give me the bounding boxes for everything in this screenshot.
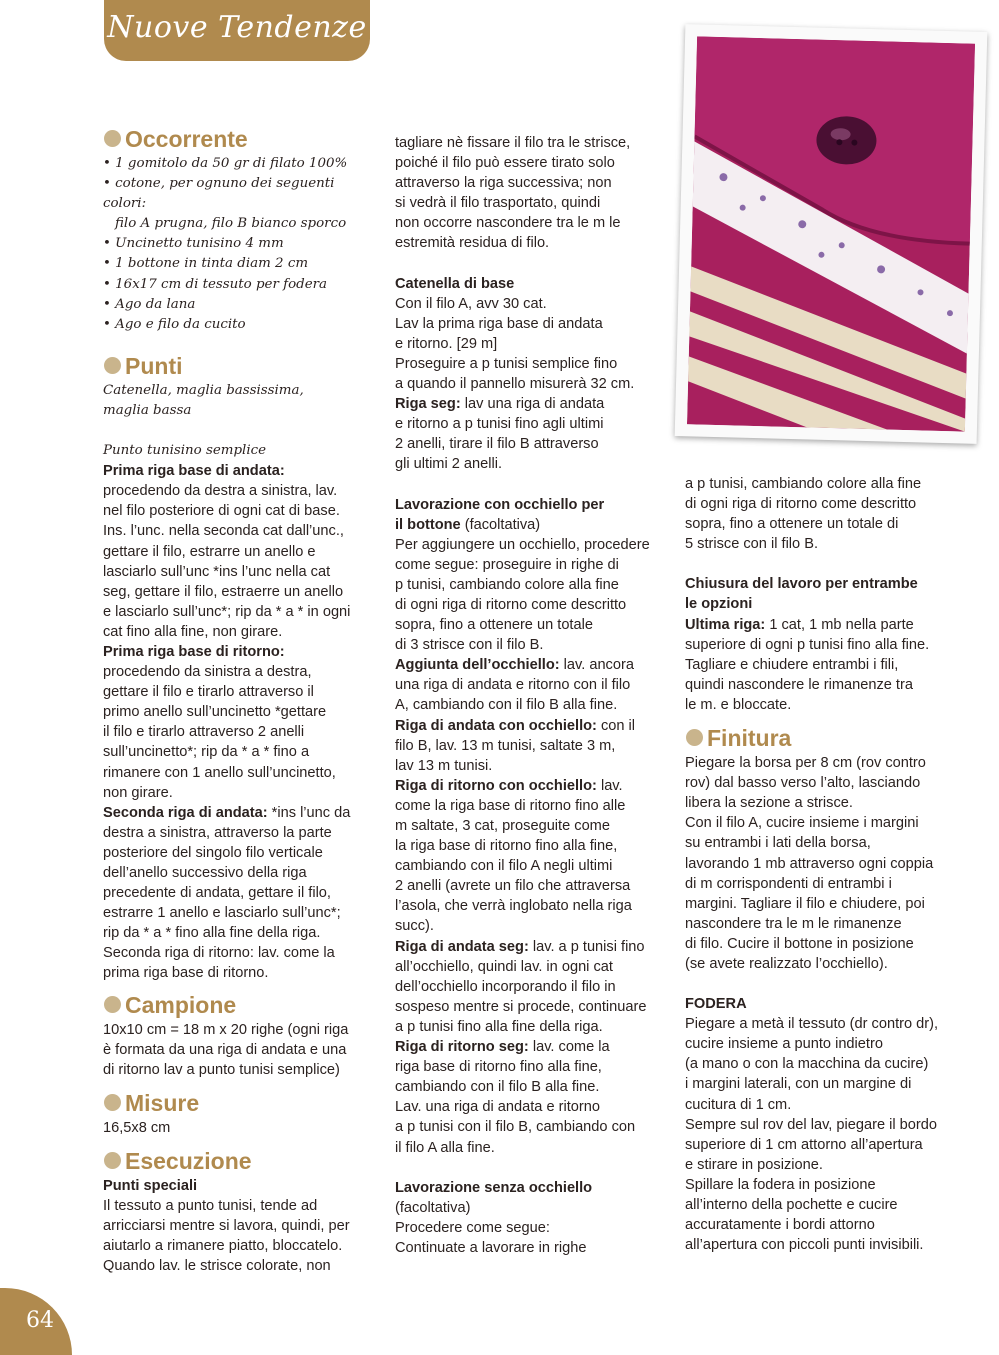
text-line: aiutarlo a rimanere piatto, bloccatelo.	[103, 1238, 343, 1255]
list-item: • cotone, per ognuno dei seguenti colori:	[103, 176, 335, 212]
text-line: cat fino alla fine, non girare.	[103, 623, 283, 640]
text-line: rimanere con 1 anello sull’uncinetto,	[103, 764, 336, 781]
heading-punti: Punti	[103, 351, 378, 381]
label-aggiunta: Aggiunta dell’occhiello:	[395, 657, 560, 674]
text-line: i margini laterali, con un margine di	[685, 1076, 912, 1093]
text-line: estremità residua di filo.	[395, 235, 550, 252]
text-line: succ).	[395, 918, 434, 935]
list-item: • Ago e filo da cucito	[103, 316, 246, 332]
text-line: Spillare la fodera in posizione	[685, 1176, 876, 1193]
heading-campione: Campione	[103, 990, 378, 1020]
text-line: m saltate, 3 cat, proseguite come	[395, 818, 610, 834]
text-line: sull’uncinetto*; rip da * a * fino a	[103, 744, 310, 761]
text-line: a p tunisi, cambiando colore alla fine	[685, 476, 922, 492]
text-span: (facoltativa)	[460, 516, 541, 533]
text-line: Seconda riga di ritorno: lav. come la	[103, 945, 335, 962]
text-line: margini. Tagliare il filo e chiudere, poi	[685, 895, 925, 912]
text-line: Catenella, maglia bassissima,	[103, 382, 304, 398]
subheading-occhiello: Lavorazione con occhiello per	[395, 496, 605, 513]
column-left	[103, 124, 378, 1276]
text-line: cambiando con il filo A negli ultimi	[395, 858, 613, 875]
text-line: il filo A alla fine.	[395, 1139, 495, 1156]
subheading-occhiello-2: il bottone	[395, 516, 461, 533]
text-line: si vedrà il filo trasportato, quindi	[395, 195, 601, 212]
text-line: 2 anelli (avrete un filo che attraversa	[395, 878, 631, 895]
text-line: Quando lav. le strisce colorate, non	[103, 1258, 331, 1275]
label-riga-seg: Riga seg:	[395, 396, 461, 413]
text-line: Per aggiungere un occhiello, procedere	[395, 536, 650, 553]
text-line: maglia bassa	[103, 402, 192, 418]
page-number: 64	[26, 1308, 54, 1333]
text-line: e stirare in posizione.	[685, 1156, 823, 1173]
text-line: di ogni riga di ritorno come descritto	[685, 496, 917, 513]
text-line: su entrambi i lati della borsa,	[685, 835, 871, 852]
text-line: 2 anelli, tirare il filo B attraverso	[395, 436, 599, 453]
text-line: procedendo da destra a sinistra, lav.	[103, 483, 338, 500]
text-line: di ogni riga di ritorno come descritto	[395, 596, 627, 613]
text-line: a p tunisi fino alla fine della riga.	[395, 1018, 603, 1035]
text-line: seg, gettare il filo, estraerre un anello	[103, 583, 344, 600]
heading-misure: Misure	[103, 1088, 378, 1118]
section-tab	[104, 0, 370, 61]
text-line: l’asola, che verrà inglobato nella riga	[395, 898, 632, 915]
text-span: *ins l’unc da	[267, 804, 351, 821]
text-line: Tagliare e chiudere entrambi i fili,	[685, 656, 899, 673]
list-item: • 16x17 cm di tessuto per fodera	[103, 276, 328, 292]
materials-list	[103, 154, 378, 335]
column-right	[685, 474, 965, 1255]
text-line: rov) dal basso verso l’alto, lasciando	[685, 775, 921, 792]
text-span: lav una riga di andata	[460, 396, 605, 413]
heading-esecuzione: Esecuzione	[103, 1146, 378, 1176]
list-item: • 1 bottone in tinta diam 2 cm	[103, 256, 309, 272]
text-line: lav 13 m tunisi.	[395, 757, 493, 774]
text-line: posteriore del singolo filo verticale	[103, 844, 323, 861]
subheading-senza-occhiello: Lavorazione senza occhiello	[395, 1179, 593, 1196]
label-ultima-riga: Ultima riga:	[685, 616, 766, 633]
text-line: attraverso la riga successiva; non	[395, 175, 612, 192]
text-line: destra a sinistra, attraverso la parte	[103, 824, 332, 841]
text-line: Ins. l’unc. nella seconda cat dall’unc.,	[103, 523, 344, 540]
subheading-punti-speciali: Punti speciali	[103, 1177, 198, 1194]
heading-occorrente: Occorrente	[103, 124, 378, 154]
text-line: (a mano o con la macchina da cucire)	[685, 1056, 929, 1073]
text-span: 1 cat, 1 mb nella parte	[765, 616, 914, 633]
text-line: come la riga base di ritorno fino alle	[395, 797, 626, 814]
text-line: dell’anello successivo della riga	[103, 865, 307, 881]
text-line: Sempre sul rov del lav, piegare il bordo	[685, 1116, 938, 1133]
text-line: all’interno della pochette e cucire	[685, 1197, 898, 1213]
text-line: superiore di ogni p tunisi fino alla fine.	[685, 636, 930, 653]
text-line: all’occhiello, quindi lav. in ogni cat	[395, 958, 613, 975]
text-line: e ritorno a p tunisi fino agli ultimi	[395, 416, 604, 433]
heading-finitura: Finitura	[685, 723, 965, 753]
text-line: 10x10 cm = 18 m x 20 righe (ogni riga	[103, 1021, 349, 1038]
text-line: Lav la prima riga base di andata	[395, 315, 603, 332]
text-span: lav. ancora	[559, 657, 634, 674]
text-line: Il tessuto a punto tunisi, tende ad	[103, 1198, 318, 1215]
text-line: procedendo da sinistra a destra,	[103, 664, 312, 681]
text-line: cucitura di 1 cm.	[685, 1096, 792, 1113]
subheading-tunisino: Punto tunisino semplice	[103, 443, 267, 459]
text-line: Continuate a lavorare in righe	[395, 1239, 587, 1256]
label-r3: Seconda riga di andata:	[103, 804, 268, 821]
text-line: quindi nascondere le rimanenze tra	[685, 676, 913, 693]
label-andata-seg: Riga di andata seg:	[395, 938, 529, 955]
text-line: (se avete realizzato l’occhiello).	[685, 955, 888, 972]
text-line: a p tunisi con il filo B, cambiando con	[395, 1119, 636, 1136]
text-line: di ritorno lav a punto tunisi semplice)	[103, 1061, 340, 1078]
text-line: libera la sezione a strisce.	[685, 795, 853, 812]
crochet-pouch-image	[687, 36, 975, 431]
text-line: Procedere come segue:	[395, 1219, 550, 1236]
text-line: a quando il pannello misurerà 32 cm.	[395, 376, 635, 393]
text-line: precedente di andata, gettare il filo,	[103, 885, 331, 902]
subheading-catenella: Catenella di base	[395, 275, 515, 292]
text-line: Con il filo A, avv 30 cat.	[395, 295, 547, 312]
label-r2: Prima riga base di ritorno:	[103, 643, 285, 660]
text-line: nascondere tra le m le rimanenze	[685, 915, 902, 932]
text-line: riga base di ritorno fino alla fine,	[395, 1059, 602, 1076]
column-middle	[395, 133, 670, 1258]
text-line: accuratamente i bordi attorno	[685, 1217, 875, 1234]
text-line: è formata da una riga di andata e una	[103, 1041, 347, 1058]
text-line: gli ultimi 2 anelli.	[395, 456, 503, 473]
list-item: • 1 gomitolo da 50 gr di filato 100%	[103, 156, 348, 171]
text-span: lav. a p tunisi fino	[528, 938, 645, 955]
text-line: sospeso mentre si procede, continuare	[395, 998, 647, 1015]
text-line: sopra, fino a ottenere un totale di	[685, 516, 899, 533]
text-line: non girare.	[103, 784, 173, 801]
text-line: le m. e bloccate.	[685, 696, 792, 713]
text-line: 16,5x8 cm	[103, 1119, 171, 1136]
text-line: lavorando 1 mb attraverso ogni coppia	[685, 855, 934, 872]
text-line: prima riga base di ritorno.	[103, 965, 269, 982]
text-line: poiché il filo può essere tirato solo	[395, 155, 615, 172]
text-line: A, cambiando con il filo B alla fine.	[395, 697, 618, 714]
text-line: superiore di 1 cm attorno all’apertura	[685, 1136, 923, 1153]
text-line: Piegare la borsa per 8 cm (rov contro	[685, 755, 926, 772]
list-item: • Uncinetto tunisino 4 mm	[103, 236, 284, 252]
text-line: gettare il filo e tirarlo attraverso il	[103, 684, 314, 701]
section-title: Nuove Tendenze	[107, 10, 367, 45]
text-span: lav.	[596, 777, 623, 794]
text-line: Proseguire a p tunisi semplice fino	[395, 355, 618, 372]
label-ritorno-seg: Riga di ritorno seg:	[395, 1039, 529, 1056]
text-line: p tunisi, cambiando colore alla fine	[395, 576, 619, 593]
label-r1: Prima riga base di andata:	[103, 463, 285, 480]
text-line: come segue: proseguire in righe di	[395, 556, 619, 573]
text-line: sopra, fino a ottenere un totale	[395, 617, 593, 634]
label-ritorno-occhiello: Riga di ritorno con occhiello:	[395, 777, 597, 794]
text-line: una riga di andata e ritorno con il filo	[395, 677, 631, 694]
text-line: e lasciarlo sull’unc*; rip da * a * in ogni	[103, 603, 351, 620]
text-line: estrarre 1 anello e lasciarlo sull’unc*;	[103, 905, 341, 922]
text-line: Con il filo A, cucire insieme i margini	[685, 815, 919, 832]
text-line: cucire insieme a punto indietro	[685, 1036, 883, 1053]
text-line: all’apertura con piccoli punti invisibili.	[685, 1237, 924, 1254]
text-line: 5 strisce con il filo B.	[685, 536, 819, 553]
text-line: tagliare nè fissare il filo tra le strisce,	[395, 135, 631, 151]
text-line: Lav. una riga di andata e ritorno	[395, 1099, 600, 1116]
text-line: lasciarlo sull’unc *ins l’unc nella cat	[103, 563, 331, 580]
page-number-tab	[0, 1288, 72, 1355]
subheading-fodera: FODERA	[685, 996, 747, 1013]
subheading-chiusura: Chiusura del lavoro per entrambe	[685, 576, 918, 593]
list-item: filo A prugna, filo B bianco sporco	[115, 216, 347, 232]
text-line: il filo e tirarlo attraverso 2 anelli	[103, 724, 305, 741]
text-line: di filo. Cucire il bottone in posizione	[685, 935, 914, 952]
text-line: Piegare a metà il tessuto (dr contro dr),	[685, 1016, 939, 1033]
text-line: la riga base di ritorno fino alla fine,	[395, 838, 618, 855]
text-line: e ritorno. [29 m]	[395, 335, 498, 352]
label-andata-occhiello: Riga di andata con occhiello:	[395, 717, 597, 734]
text-line: cambiando con il filo B alla fine.	[395, 1079, 600, 1096]
subheading-chiusura-2: le opzioni	[685, 596, 753, 613]
text-line: di 3 strisce con il filo B.	[395, 637, 544, 654]
text-line: arricciarsi mentre si lavora, quindi, per	[103, 1218, 350, 1235]
text-span: con il	[596, 717, 636, 734]
text-line: gettare il filo, estrarre un anello e	[103, 543, 316, 560]
text-line: di m corrispondenti di entrambi i	[685, 875, 892, 892]
text-line: nel filo posteriore di ogni cat di base.	[103, 503, 340, 520]
text-line: primo anello sull’uncinetto *gettare	[103, 704, 327, 721]
text-span: lav. come la	[528, 1039, 610, 1056]
product-photo	[675, 24, 988, 444]
text-line: (facoltativa)	[395, 1199, 471, 1216]
text-line: filo B, lav. 13 m tunisi, saltate 3 m,	[395, 737, 616, 754]
text-line: dell’occhiello incorporando il filo in	[395, 978, 616, 995]
list-item: • Ago da lana	[103, 296, 196, 312]
text-line: rip da * a * fino alla fine della riga.	[103, 925, 321, 942]
text-line: non occorre nascondere tra le m le	[395, 215, 621, 232]
